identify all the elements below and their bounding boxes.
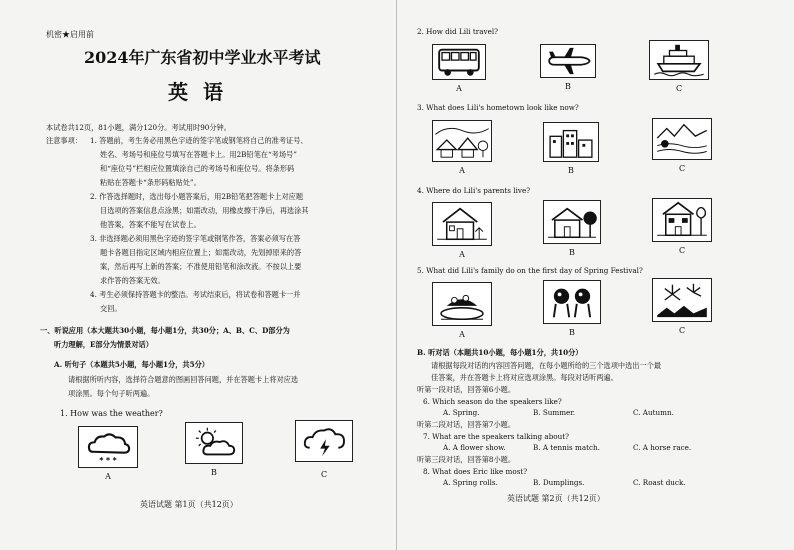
- note-line: 他答案，答案不能写在试卷上。: [100, 220, 201, 229]
- note-line: 和“座位号”栏相应位置填涂自己的考场号和座位号。将条形码: [100, 164, 295, 173]
- q7-option-c[interactable]: C. A horse race.: [633, 443, 692, 452]
- part-b-instruction: 请根据每段对话的内容回答问题，在每小题所给的三个选项中选出一个最: [431, 361, 662, 370]
- question-6: 6. Which season do the speakers like?: [423, 397, 562, 406]
- question-4: 4. Where do Lili's parents live?: [417, 186, 531, 195]
- option-c-label: C: [675, 84, 683, 93]
- q8-option-c[interactable]: C. Roast duck.: [633, 478, 686, 487]
- section-1-heading: 一、听说应用（本大题共30小题，每小题1分，共30分；A、B、C、D部分为: [40, 326, 290, 335]
- notes-label: 注意事项：: [46, 136, 82, 145]
- note-line: 2. 作答选择题时，选出每小题答案后，用2B铅笔把答题卡上对应题: [90, 192, 304, 201]
- picture-bus[interactable]: [432, 44, 486, 80]
- bus-icon: [433, 45, 485, 79]
- picture-thunder[interactable]: [295, 420, 353, 462]
- ship-icon: [650, 41, 708, 79]
- town-icon: [544, 123, 598, 161]
- exam-intro: 本试卷共12页，81小题，满分120分。考试用时90分钟。: [46, 123, 231, 132]
- option-b-label: B: [568, 166, 574, 175]
- option-a-label: A: [459, 330, 465, 339]
- snow-cloud-icon: [79, 427, 137, 467]
- picture-meal[interactable]: [432, 282, 492, 326]
- question-8: 8. What does Eric like most?: [423, 467, 528, 476]
- note-line: 3. 非选择题必须用黑色字迹的签字笔或钢笔作答，答案必须写在答: [90, 234, 301, 243]
- picture-lake[interactable]: [652, 118, 712, 160]
- section-1-heading-cont: 听力理解，E部分为情景对话）: [54, 340, 153, 349]
- house-with-tree-icon: [544, 201, 600, 243]
- page-2-footer: 英语试题 第2页（共12页）: [507, 494, 605, 503]
- option-b-label: B: [211, 468, 217, 477]
- option-a-label: A: [459, 166, 465, 175]
- option-b-label: B: [569, 248, 575, 257]
- lion-dance-icon: [544, 281, 600, 323]
- partly-cloudy-icon: [186, 423, 242, 463]
- part-a-instruction: 请根据所听内容，选择符合题意的图画回答问题，并在答题卡上将对应选: [68, 375, 299, 384]
- exam-title: 2024年广东省初中学业水平考试: [84, 48, 321, 67]
- picture-house-a[interactable]: [432, 202, 492, 246]
- picture-town[interactable]: [543, 122, 599, 162]
- note-line: 题卡各题目指定区域内相应位置上；如需改动，先划掉原来的答: [100, 248, 302, 257]
- question-2: 2. How did Lili travel?: [417, 27, 498, 36]
- note-line: 4. 考生必须保持答题卡的整洁。考试结束后，将试卷和答题卡一并: [90, 290, 301, 299]
- q6-option-c[interactable]: C. Autumn.: [633, 408, 674, 417]
- fireworks-icon: [653, 279, 711, 321]
- part-a-title: A. 听句子（本题共5小题，每小题1分，共5分）: [54, 360, 209, 369]
- page-2: [397, 0, 794, 550]
- page-1-footer: 英语试题 第1页（共12页）: [140, 500, 238, 509]
- q7-option-b[interactable]: B. A tennis match.: [533, 443, 600, 452]
- tall-house-icon: [653, 199, 711, 241]
- option-a-label: A: [459, 250, 465, 259]
- lake-scene-icon: [653, 119, 711, 159]
- thunderstorm-icon: [296, 421, 352, 461]
- picture-village[interactable]: [432, 120, 492, 162]
- note-line: 交回。: [100, 304, 122, 313]
- confidential-mark: 机密★启用前: [46, 30, 94, 39]
- note-line: 姓名、考场号和座位号填写在答题卡上。用2B铅笔在“考场号”: [100, 150, 297, 159]
- picture-house-b[interactable]: [543, 200, 601, 244]
- note-line: 求作答的答案无效。: [100, 276, 165, 285]
- option-a-label: A: [456, 84, 462, 93]
- picture-plane[interactable]: [540, 44, 596, 78]
- question-7: 7. What are the speakers talking about?: [423, 432, 570, 441]
- picture-fireworks[interactable]: [652, 278, 712, 322]
- question-1: 1. How was the weather?: [60, 409, 163, 418]
- village-icon: [433, 121, 491, 161]
- q8-option-a[interactable]: A. Spring rolls.: [443, 478, 498, 487]
- part-a-instruction: 项涂黑。每个句子听两遍。: [68, 389, 155, 398]
- option-c-label: C: [678, 164, 686, 173]
- house-icon: [433, 203, 491, 245]
- q7-option-a[interactable]: A. A flower show.: [443, 443, 506, 452]
- option-a-label: A: [105, 472, 111, 481]
- option-c-label: C: [320, 470, 328, 479]
- option-b-label: B: [565, 82, 571, 91]
- q6-option-a[interactable]: A. Spring.: [443, 408, 480, 417]
- question-3: 3. What does Lili's hometown look like now?: [417, 103, 579, 112]
- picture-house-c[interactable]: [652, 198, 712, 242]
- svg-text:* * *: * * *: [99, 456, 117, 466]
- dialogue-1-note: 听第一段对话，回答第6小题。: [417, 385, 516, 394]
- q6-option-b[interactable]: B. Summer.: [533, 408, 576, 417]
- note-line: 粘贴在答题卡“条形码粘贴处”。: [100, 178, 201, 187]
- part-b-title: B. 听对话（本题共10小题，每小题1分，共10分）: [417, 348, 583, 357]
- subject-title: 英 语: [168, 80, 227, 104]
- option-c-label: C: [678, 246, 686, 255]
- picture-ship[interactable]: [649, 40, 709, 80]
- picture-sun-cloud[interactable]: [185, 422, 243, 464]
- note-line: 目选项的答案信息点涂黑；如需改动，用橡皮擦干净后，再选涂其: [100, 206, 309, 215]
- option-c-label: C: [678, 326, 686, 335]
- q8-option-b[interactable]: B. Dumplings.: [533, 478, 585, 487]
- picture-lion-dance[interactable]: [543, 280, 601, 324]
- picture-snow[interactable]: [78, 426, 138, 468]
- part-b-instruction: 佳答案，并在答题卡上将对应选项涂黑。每段对话听两遍。: [431, 373, 618, 382]
- note-line: 1. 答题前，考生务必用黑色字迹的签字笔或钢笔将自己的准考证号、: [90, 136, 308, 145]
- option-b-label: B: [569, 328, 575, 337]
- airplane-icon: [541, 45, 595, 77]
- dialogue-3-note: 听第三段对话，回答第8小题。: [417, 455, 516, 464]
- dialogue-2-note: 听第二段对话，回答第7小题。: [417, 420, 516, 429]
- dinner-dishes-icon: [433, 283, 491, 325]
- note-line: 案，然后再写上新的答案；不准使用铅笔和涂改液。不按以上要: [100, 262, 302, 271]
- question-5: 5. What did Lili's family do on the first day of Spring Festival?: [417, 266, 643, 275]
